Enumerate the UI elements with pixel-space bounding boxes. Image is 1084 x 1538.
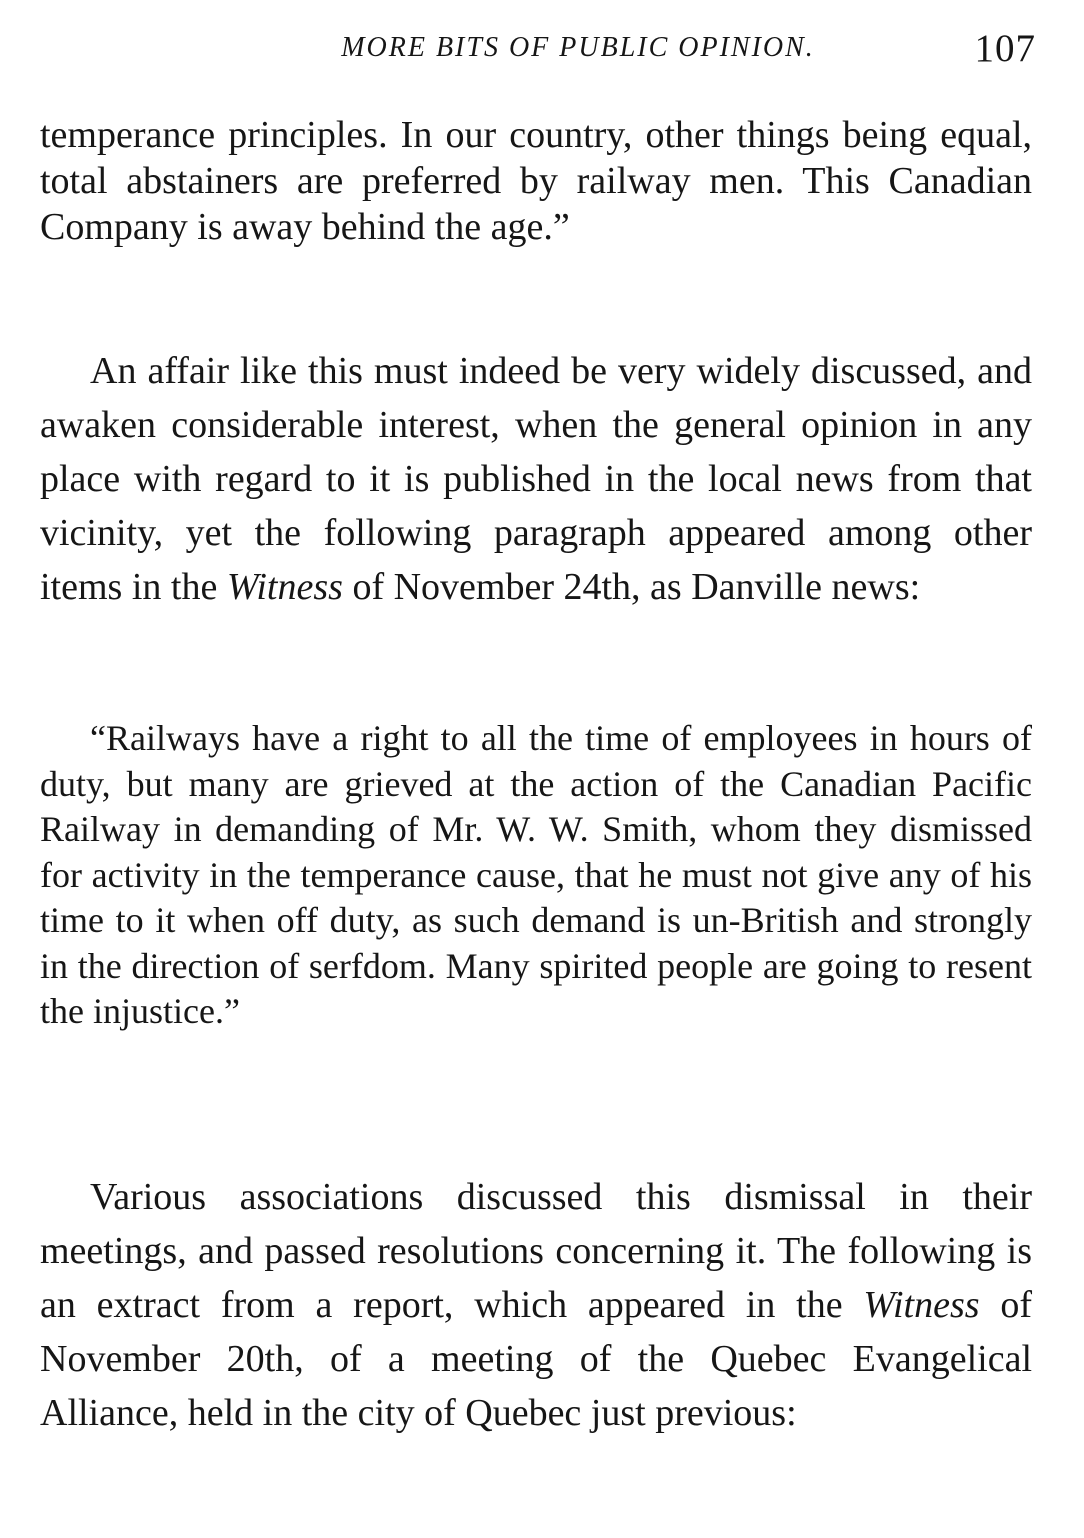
running-title: MORE BITS OF PUBLIC OPINION. — [341, 32, 815, 63]
paragraph-text: temperance principles. In our country, other things being equal, total abstainers are preferred by railway men. This Canadian Company is away behind the age.” — [40, 114, 1032, 248]
paragraph-text: Various associations discussed this dismissal in their meetings, and passed resolutions concerning it. The following is an extract from a report, which appeared in the — [40, 1176, 1032, 1326]
paragraph-associations — [40, 1170, 1032, 1440]
newspaper-title: Witness — [863, 1284, 980, 1326]
paragraph-continuation — [40, 112, 1032, 250]
paragraph-affair — [40, 344, 1032, 614]
paragraph-text: of November 24th, as Danville news: — [342, 566, 921, 608]
paragraph-text: of November 20th, of a meeting of the Quebec Evangelical Alliance, held in the city of Quebec just previous: — [40, 1284, 1033, 1434]
paragraph-text: An affair like this must indeed be very widely discussed, and awaken considerable interest, when the general opinion in any place with regard to it is published in the local news from that vicinity, yet the following paragraph appeared among other items in the — [40, 350, 1032, 608]
page-number: 107 — [974, 27, 1036, 70]
newspaper-title: Witness — [226, 566, 343, 608]
running-head — [40, 28, 1034, 72]
quoted-paragraph — [40, 716, 1032, 1035]
quote-text: “Railways have a right to all the time of employees in hours of duty, but many are grieved at the action of the Canadian Pacific Railway in demanding of Mr. W. W. Smith, whom they dismissed for activity in the temperance cause, that he must not give any of his time to it when off duty, as such demand is un-British and strongly in the direction of serfdom. Many spirited people are going to resent the injustice.” — [40, 718, 1032, 1031]
